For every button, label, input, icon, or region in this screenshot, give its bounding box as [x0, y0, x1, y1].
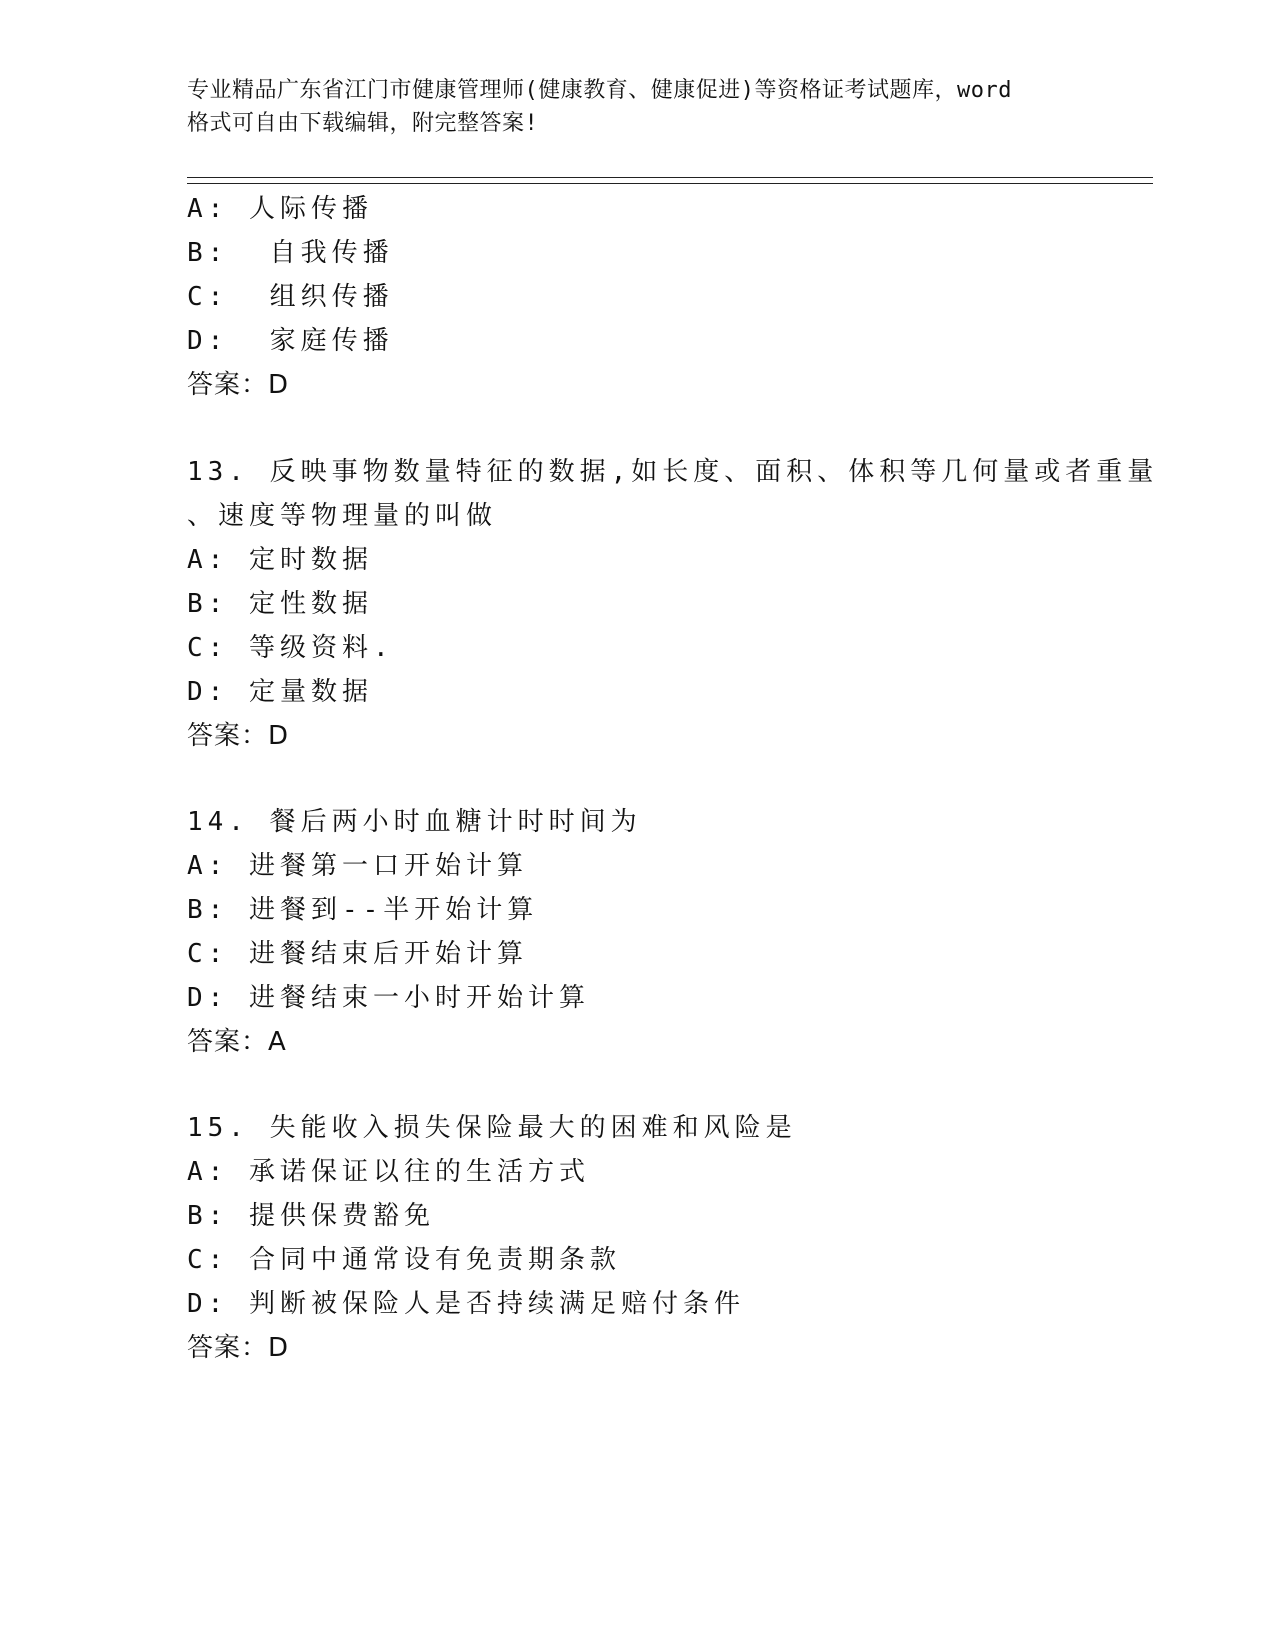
q13-stem-line-2: 、速度等物理量的叫做 — [187, 501, 498, 531]
prev-option-c: C: 组织传播 — [187, 282, 394, 312]
q14-answer: 答案：A — [187, 1027, 287, 1057]
prev-option-d: D: 家庭传播 — [187, 326, 394, 356]
q15-option-c: C: 合同中通常设有免责期条款 — [187, 1245, 621, 1275]
q15-option-b: B: 提供保费豁免 — [187, 1201, 435, 1231]
q14-option-b: B: 进餐到--半开始计算 — [187, 895, 539, 925]
q15-option-a: A: 承诺保证以往的生活方式 — [187, 1157, 590, 1187]
document-header — [187, 74, 1107, 140]
q13-option-a: A: 定时数据 — [187, 545, 373, 575]
q14-option-c: C: 进餐结束后开始计算 — [187, 939, 528, 969]
q13-answer: 答案：D — [187, 721, 290, 751]
q13-option-c: C: 等级资料. — [187, 633, 394, 663]
q13-option-b: B: 定性数据 — [187, 589, 373, 619]
prev-answer: 答案：D — [187, 370, 290, 400]
header-line-2: 格式可自由下载编辑，附完整答案! — [187, 111, 539, 136]
q14-option-d: D: 进餐结束一小时开始计算 — [187, 983, 590, 1013]
header-divider-bottom — [187, 183, 1153, 184]
q13-option-d: D: 定量数据 — [187, 677, 373, 707]
q15-answer: 答案：D — [187, 1333, 290, 1363]
q15-stem: 15. 失能收入损失保险最大的困难和风险是 — [187, 1113, 797, 1143]
q15-option-d: D: 判断被保险人是否持续满足赔付条件 — [187, 1289, 745, 1319]
q13-stem-line-1: 13. 反映事物数量特征的数据,如长度、面积、体积等几何量或者重量 — [187, 457, 1159, 487]
q14-option-a: A: 进餐第一口开始计算 — [187, 851, 528, 881]
prev-option-a: A: 人际传播 — [187, 194, 373, 224]
prev-option-b: B: 自我传播 — [187, 238, 394, 268]
header-line-1: 专业精品广东省江门市健康管理师(健康教育、健康促进)等资格证考试题库，word — [187, 78, 1012, 103]
header-divider-top — [187, 177, 1153, 178]
q14-stem: 14. 餐后两小时血糖计时时间为 — [187, 807, 642, 837]
